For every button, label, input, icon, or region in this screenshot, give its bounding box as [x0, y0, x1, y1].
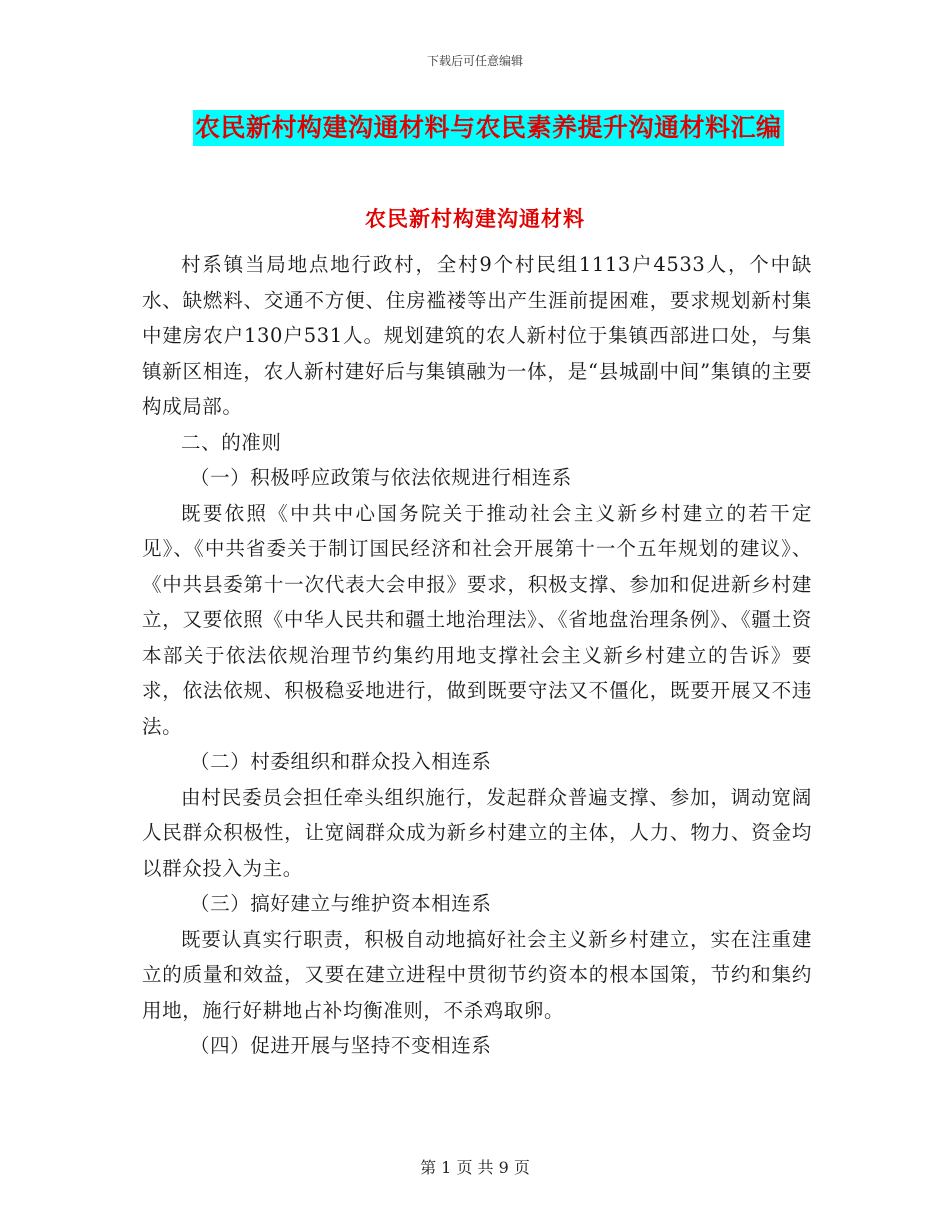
- document-body: [142, 247, 812, 1064]
- document-title: 农民新村构建沟通材料与农民素养提升沟通材料汇编: [193, 110, 784, 146]
- subheading-4: （四）促进开展与坚持不变相连系: [190, 1034, 492, 1057]
- paragraph-intro: 村系镇当局地点地行政村，全村9个村民组1113户4533人，个中缺水、缺燃料、交通不方便、住房褴褛等出产生涯前提困难，要求规划新村集中建房农户130户531人。规划建筑的农人新村位于集镇西部进口处，与集镇新区相连，农人新村建好后与集镇融为一体，是“县城副中间”集镇的主要构成局部。: [142, 253, 812, 418]
- header-note: 下载后可任意编辑: [426, 54, 523, 68]
- section-title: 农民新村构建沟通材料: [365, 206, 585, 231]
- paragraph-2: 由村民委员会担任牵头组织施行，发起群众普遍支撑、参加，调动宽阔人民群众积极性，让宽阔群众成为新乡村建立的主体，人力、物力、资金均以群众投入为主。: [142, 785, 812, 880]
- page-number-footer: 第 1 页 共 9 页: [420, 1158, 530, 1177]
- heading-principles: 二、的准则: [181, 430, 282, 454]
- subheading-2: （二）村委组织和群众投入相连系: [190, 750, 492, 773]
- subheading-1: （一）积极呼应政策与依法依规进行相连系: [190, 466, 572, 489]
- paragraph-1: 既要依照《中共中心国务院关于推动社会主义新乡村建立的若干定见》、《中共省委关于制订国民经济和社会开展第十一个五年规划的建议》、《中共县委第十一次代表大会申报》要求，积极支撑、参加和促进新乡村建立，又要依照《中华人民共和疆土地治理法》、《省地盘治理条例》、《疆土资本部关于依法依规治理节约集约用地支撑社会主义新乡村建立的告诉》要求，依法依规、积极稳妥地进行，做到既要守法又不僵化，既要开展又不违法。: [142, 501, 812, 738]
- subheading-3: （三）搞好建立与维护资本相连系: [190, 892, 492, 915]
- paragraph-3: 既要认真实行职责，积极自动地搞好社会主义新乡村建立，实在注重建立的质量和效益，又要在建立进程中贯彻节约资本的根本国策，节约和集约用地，施行好耕地占补均衡准则，不杀鸡取卵。: [142, 927, 812, 1022]
